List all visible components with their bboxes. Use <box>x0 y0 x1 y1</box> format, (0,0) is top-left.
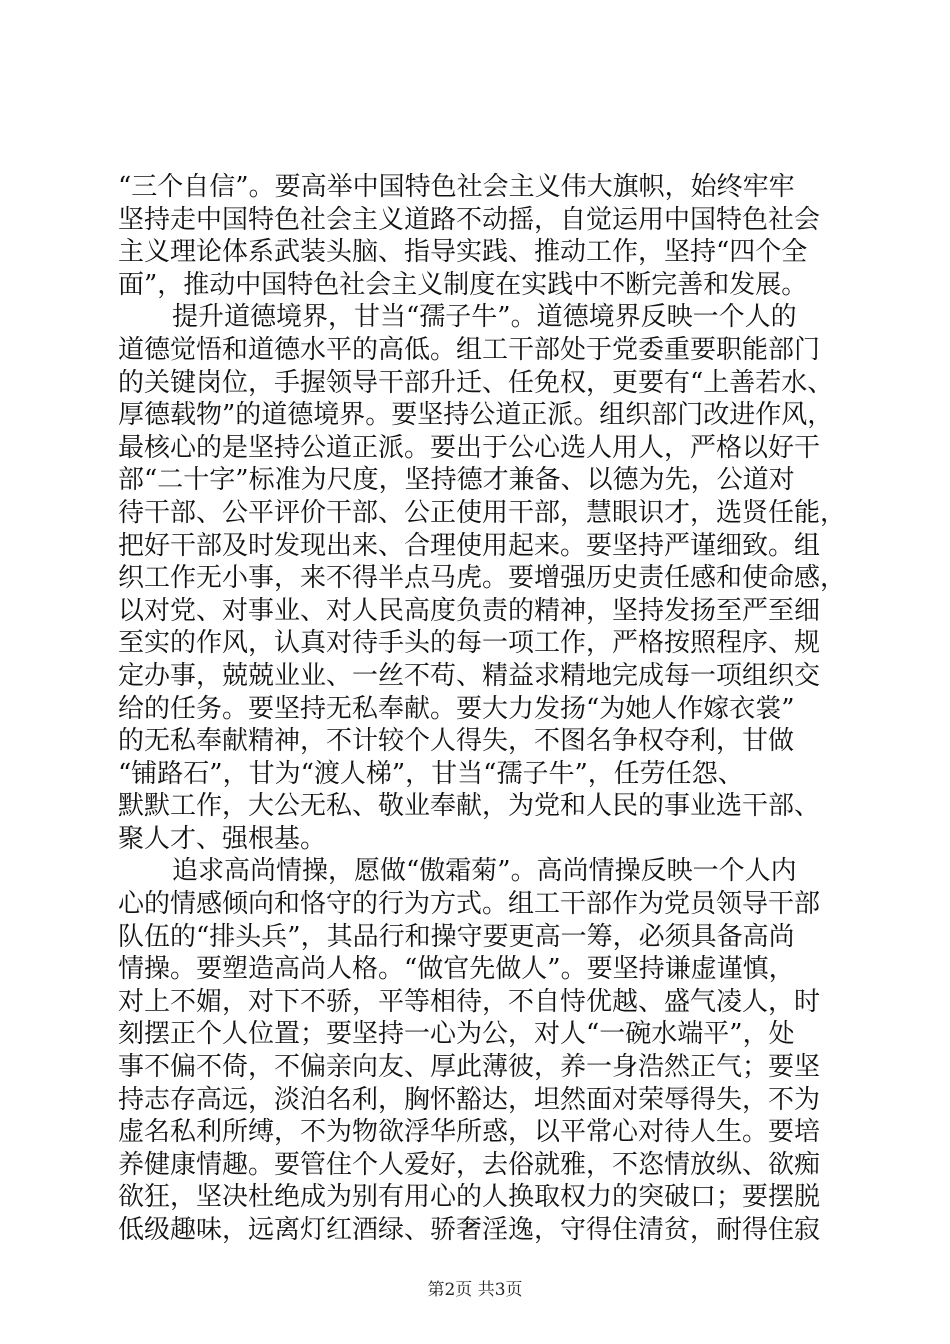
text-line: “三个自信”。要高举中国特色社会主义伟大旗帜，始终牢牢 <box>118 172 795 202</box>
document-body <box>118 171 847 1247</box>
text-line: 持志存高远，淡泊名利，胸怀豁达，坦然面对荣辱得失，不为 <box>118 1084 821 1115</box>
text-line: 部“二十字”标准为尺度，坚持德才兼备、以德为先，公道对 <box>118 465 795 496</box>
paragraph-first-line: 提升道德境界，甘当“孺子牛”。道德境界反映一个人的 <box>172 302 797 333</box>
text-line: 坚持走中国特色社会主义道路不动摇，自觉运用中国特色社会 <box>118 204 821 235</box>
text-line: 定办事，兢兢业业、一丝不苟、精益求精地完成每一项组织交 <box>118 660 821 691</box>
text-line: 的无私奉献精神，不计较个人得失，不图名争权夺利，甘做 <box>118 726 795 757</box>
text-line: 情操。要塑造高尚人格。“做官先做人”。要坚持谦虚谨慎， <box>118 954 795 985</box>
text-line: 至实的作风，认真对待手头的每一项工作，严格按照程序、规 <box>118 628 821 659</box>
text-line: 对上不媚，对下不骄，平等相待，不自恃优越、盛气凌人，时 <box>118 986 821 1017</box>
text-line: 最核心的是坚持公道正派。要出于公心选人用人，严格以好干 <box>118 432 821 463</box>
text-line: 把好干部及时发现出来、合理使用起来。要坚持严谨细致。组 <box>118 530 821 561</box>
text-line: 欲狂，坚决杜绝成为别有用心的人换取权力的突破口；要摆脱 <box>118 1182 821 1213</box>
text-line: 面”，推动中国特色社会主义制度在实践中不断完善和发展。 <box>118 269 808 300</box>
text-line: 虚名私利所缚，不为物欲浮华所惑，以平常心对待人生。要培 <box>118 1117 821 1148</box>
text-line: 低级趣味，远离灯红酒绿、骄奢淫逸，守得住清贫，耐得住寂 <box>118 1215 821 1245</box>
text-line: 主义理论体系武装头脑、指导实践、推动工作，坚持“四个全 <box>118 237 808 268</box>
text-line: 事不偏不倚，不偏亲向友、厚此薄彼，养一身浩然正气；要坚 <box>118 1052 821 1083</box>
text-line: 给的任务。要坚持无私奉献。要大力发扬“为她人作嫁衣裳” <box>118 693 795 724</box>
text-line: 养健康情趣。要管住个人爱好，去俗就雅，不恣情放纵、欲痴 <box>118 1149 821 1180</box>
text-line: 刻摆正个人位置；要坚持一心为公，对人“一碗水端平”，处 <box>118 1019 795 1050</box>
text-line: 聚人才、强根基。 <box>118 823 327 854</box>
text-line: “铺路石”，甘为“渡人梯”，甘当“孺子牛”，任劳任怨、 <box>118 758 744 789</box>
text-line: 道德觉悟和道德水平的高低。组工干部处于党委重要职能部门 <box>118 334 821 365</box>
text-line: 心的情感倾向和恪守的行为方式。组工干部作为党员领导干部 <box>118 889 821 920</box>
text-line: 待干部、公平评价干部、公正使用干部，慧眼识才，选贤任能， <box>118 497 847 528</box>
text-line: 的关键岗位，手握领导干部升迁、任免权，更要有“上善若水、 <box>118 367 834 398</box>
text-line: 以对党、对事业、对人民高度负责的精神，坚持发扬至严至细 <box>118 595 821 626</box>
text-line: 厚德载物”的道德境界。要坚持公道正派。组织部门改进作风， <box>118 400 834 431</box>
text-line: 织工作无小事，来不得半点马虎。要增强历史责任感和使命感， <box>118 563 847 594</box>
page-number-footer: 第2页 共3页 <box>427 1280 523 1300</box>
text-line: 队伍的“排头兵”，其品行和操守要更高一筹，必须具备高尚 <box>118 921 795 952</box>
paragraph-first-line: 追求高尚情操，愿做“傲霜菊”。高尚情操反映一个人内 <box>172 856 797 887</box>
text-line: 默默工作，大公无私、敬业奉献，为党和人民的事业选干部、 <box>118 791 821 822</box>
